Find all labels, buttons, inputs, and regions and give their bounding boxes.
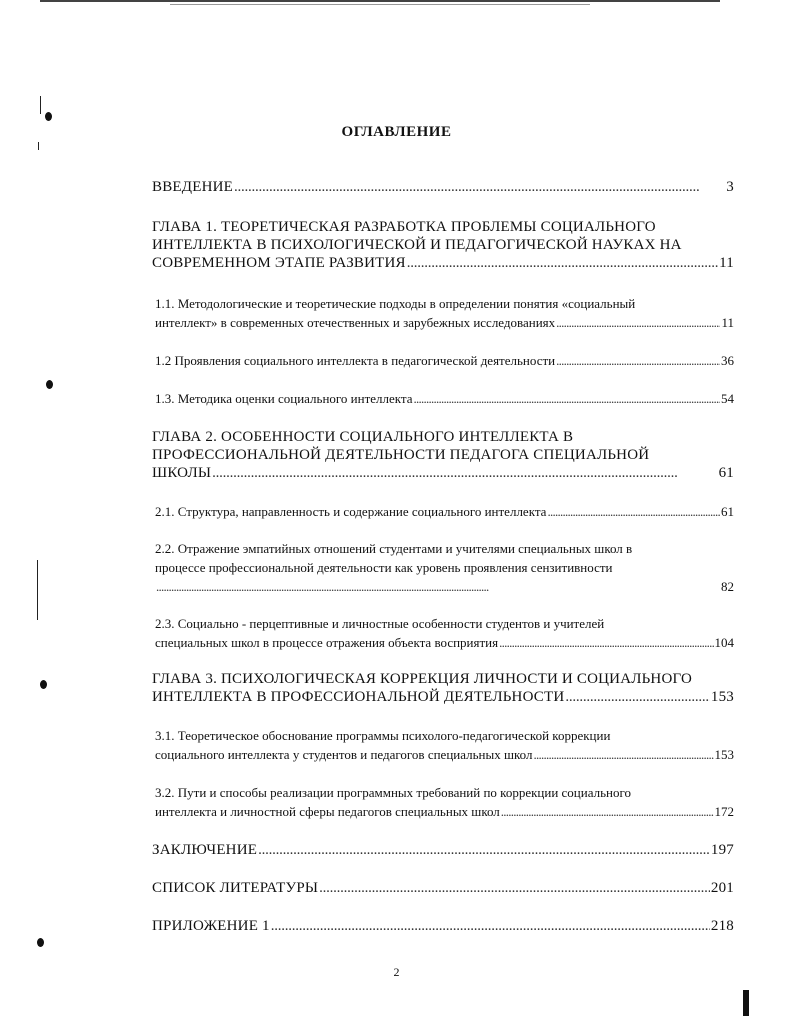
page-title: ОГЛАВЛЕНИЕ bbox=[341, 124, 452, 140]
toc-entry-title: интеллекта и личностной сферы педагогов специальных школ bbox=[155, 804, 500, 819]
toc-page-number: 197 bbox=[710, 842, 734, 858]
toc-entry[interactable] bbox=[152, 218, 734, 272]
dot-leader bbox=[156, 577, 720, 596]
scan-mark bbox=[38, 142, 39, 150]
punch-hole-mark bbox=[40, 680, 47, 689]
toc-page-number: 201 bbox=[710, 880, 734, 896]
toc-entry-title-line: ИНТЕЛЛЕКТА В ПСИХОЛОГИЧЕСКОЙ И ПЕДАГОГИЧЕСКОЙ НАУКАХ НА bbox=[152, 237, 682, 253]
toc-entry-title: СОВРЕМЕННОМ ЭТАПЕ РАЗВИТИЯ bbox=[152, 255, 406, 271]
toc-entry[interactable] bbox=[152, 841, 734, 859]
toc-entry[interactable] bbox=[152, 389, 734, 408]
toc-entry-title: 1.2 Проявления социального интеллекта в педагогической деятельности bbox=[155, 353, 556, 368]
toc-entry-title-line: процессе профессиональной деятельности как уровень проявления сензитивности bbox=[155, 560, 613, 575]
dot-leader bbox=[499, 633, 713, 652]
toc-page-number: 218 bbox=[710, 918, 734, 934]
toc-page-number: 36 bbox=[721, 353, 734, 368]
toc-entry-title: ЗАКЛЮЧЕНИЕ bbox=[152, 842, 258, 858]
toc-entry-title-line: ГЛАВА 3. ПСИХОЛОГИЧЕСКАЯ КОРРЕКЦИЯ ЛИЧНОСТИ И СОЦИАЛЬНОГО bbox=[152, 671, 693, 687]
toc-page-number: 61 bbox=[721, 504, 734, 519]
toc-entry-title: специальных школ в процессе отражения объекта восприятия bbox=[155, 635, 499, 650]
table-of-contents bbox=[152, 178, 734, 935]
toc-entry-title-line: ГЛАВА 1. ТЕОРЕТИЧЕСКАЯ РАЗРАБОТКА ПРОБЛЕМЫ СОЦИАЛЬНОГО bbox=[152, 219, 656, 235]
toc-entry-title-line: 2.2. Отражение эмпатийных отношений студентами и учителями специальных школ в bbox=[155, 541, 633, 556]
scan-mark bbox=[40, 96, 41, 114]
toc-entry-title: 2.1. Структура, направленность и содержание социального интеллекта bbox=[155, 504, 547, 519]
toc-entry[interactable] bbox=[152, 502, 734, 521]
toc-entry-title: ИНТЕЛЛЕКТА В ПРОФЕССИОНАЛЬНОЙ ДЕЯТЕЛЬНОСТИ bbox=[152, 689, 565, 705]
dot-leader bbox=[319, 879, 710, 897]
dot-leader bbox=[501, 802, 714, 821]
dot-leader bbox=[547, 502, 720, 521]
dot-leader bbox=[414, 389, 720, 408]
toc-page-number: 11 bbox=[721, 315, 734, 330]
toc-entry-title-line: 3.2. Пути и способы реализации программных требований по коррекции социального bbox=[155, 785, 631, 800]
toc-page-number: 82 bbox=[721, 579, 734, 594]
dot-leader bbox=[271, 917, 710, 935]
scan-mark bbox=[743, 990, 749, 1016]
toc-entry-title: интеллект» в современных отечественных и зарубежных исследованиях bbox=[155, 315, 556, 330]
toc-entry[interactable] bbox=[152, 539, 734, 596]
toc-page-number: 61 bbox=[718, 465, 734, 481]
toc-entry-title: ВВЕДЕНИЕ bbox=[152, 179, 233, 195]
toc-entry-title-line: ПРОФЕССИОНАЛЬНОЙ ДЕЯТЕЛЬНОСТИ ПЕДАГОГА СПЕЦИАЛЬНОЙ bbox=[152, 447, 650, 463]
toc-entry[interactable] bbox=[152, 783, 734, 821]
toc-entry[interactable] bbox=[152, 614, 734, 652]
dot-leader bbox=[234, 178, 725, 196]
toc-entry-title: СПИСОК ЛИТЕРАТУРЫ bbox=[152, 880, 319, 896]
dot-leader bbox=[407, 254, 718, 272]
punch-hole-mark bbox=[46, 380, 53, 389]
dot-leader bbox=[565, 688, 710, 706]
dot-leader bbox=[258, 841, 710, 859]
scan-mark bbox=[37, 560, 38, 620]
toc-entry-title-line: ГЛАВА 2. ОСОБЕННОСТИ СОЦИАЛЬНОГО ИНТЕЛЛЕКТА В bbox=[152, 429, 574, 445]
dot-leader bbox=[556, 351, 720, 370]
toc-entry[interactable] bbox=[152, 351, 734, 370]
scan-edge bbox=[170, 4, 590, 5]
toc-page-number: 153 bbox=[714, 747, 734, 762]
toc-entry-title-line: 2.3. Социально - перцептивные и личностные особенности студентов и учителей bbox=[155, 616, 605, 631]
dot-leader bbox=[212, 464, 717, 482]
toc-entry[interactable] bbox=[152, 726, 734, 764]
toc-page-number: 3 bbox=[726, 179, 734, 195]
toc-page-number: 54 bbox=[721, 391, 734, 406]
punch-hole-mark bbox=[37, 938, 44, 947]
toc-entry-title: социального интеллекта у студентов и педагогов специальных школ bbox=[155, 747, 533, 762]
toc-entry-title: 1.3. Методика оценки социального интеллекта bbox=[155, 391, 413, 406]
toc-entry[interactable] bbox=[152, 294, 734, 332]
toc-entry-title: ШКОЛЫ bbox=[152, 465, 212, 481]
scan-edge bbox=[40, 0, 720, 2]
dot-leader bbox=[556, 313, 720, 332]
toc-entry-title-line: 3.1. Теоретическое обоснование программы психолого-педагогической коррекции bbox=[155, 728, 611, 743]
toc-entry[interactable] bbox=[152, 428, 734, 482]
punch-hole-mark bbox=[45, 112, 52, 121]
toc-page-number: 153 bbox=[710, 689, 734, 705]
toc-entry-title: ПРИЛОЖЕНИЕ 1 bbox=[152, 918, 270, 934]
toc-entry[interactable] bbox=[152, 879, 734, 897]
toc-page-number: 11 bbox=[719, 255, 734, 271]
toc-page-number: 172 bbox=[714, 804, 734, 819]
dot-leader bbox=[533, 745, 713, 764]
toc-entry[interactable] bbox=[152, 917, 734, 935]
toc-entry-title-line: 1.1. Методологические и теоретические подходы в определении понятия «социальный bbox=[155, 296, 636, 311]
toc-entry[interactable] bbox=[152, 670, 734, 706]
toc-page-number: 104 bbox=[714, 635, 734, 650]
toc-entry[interactable] bbox=[152, 178, 734, 196]
page-number: 2 bbox=[393, 965, 400, 979]
